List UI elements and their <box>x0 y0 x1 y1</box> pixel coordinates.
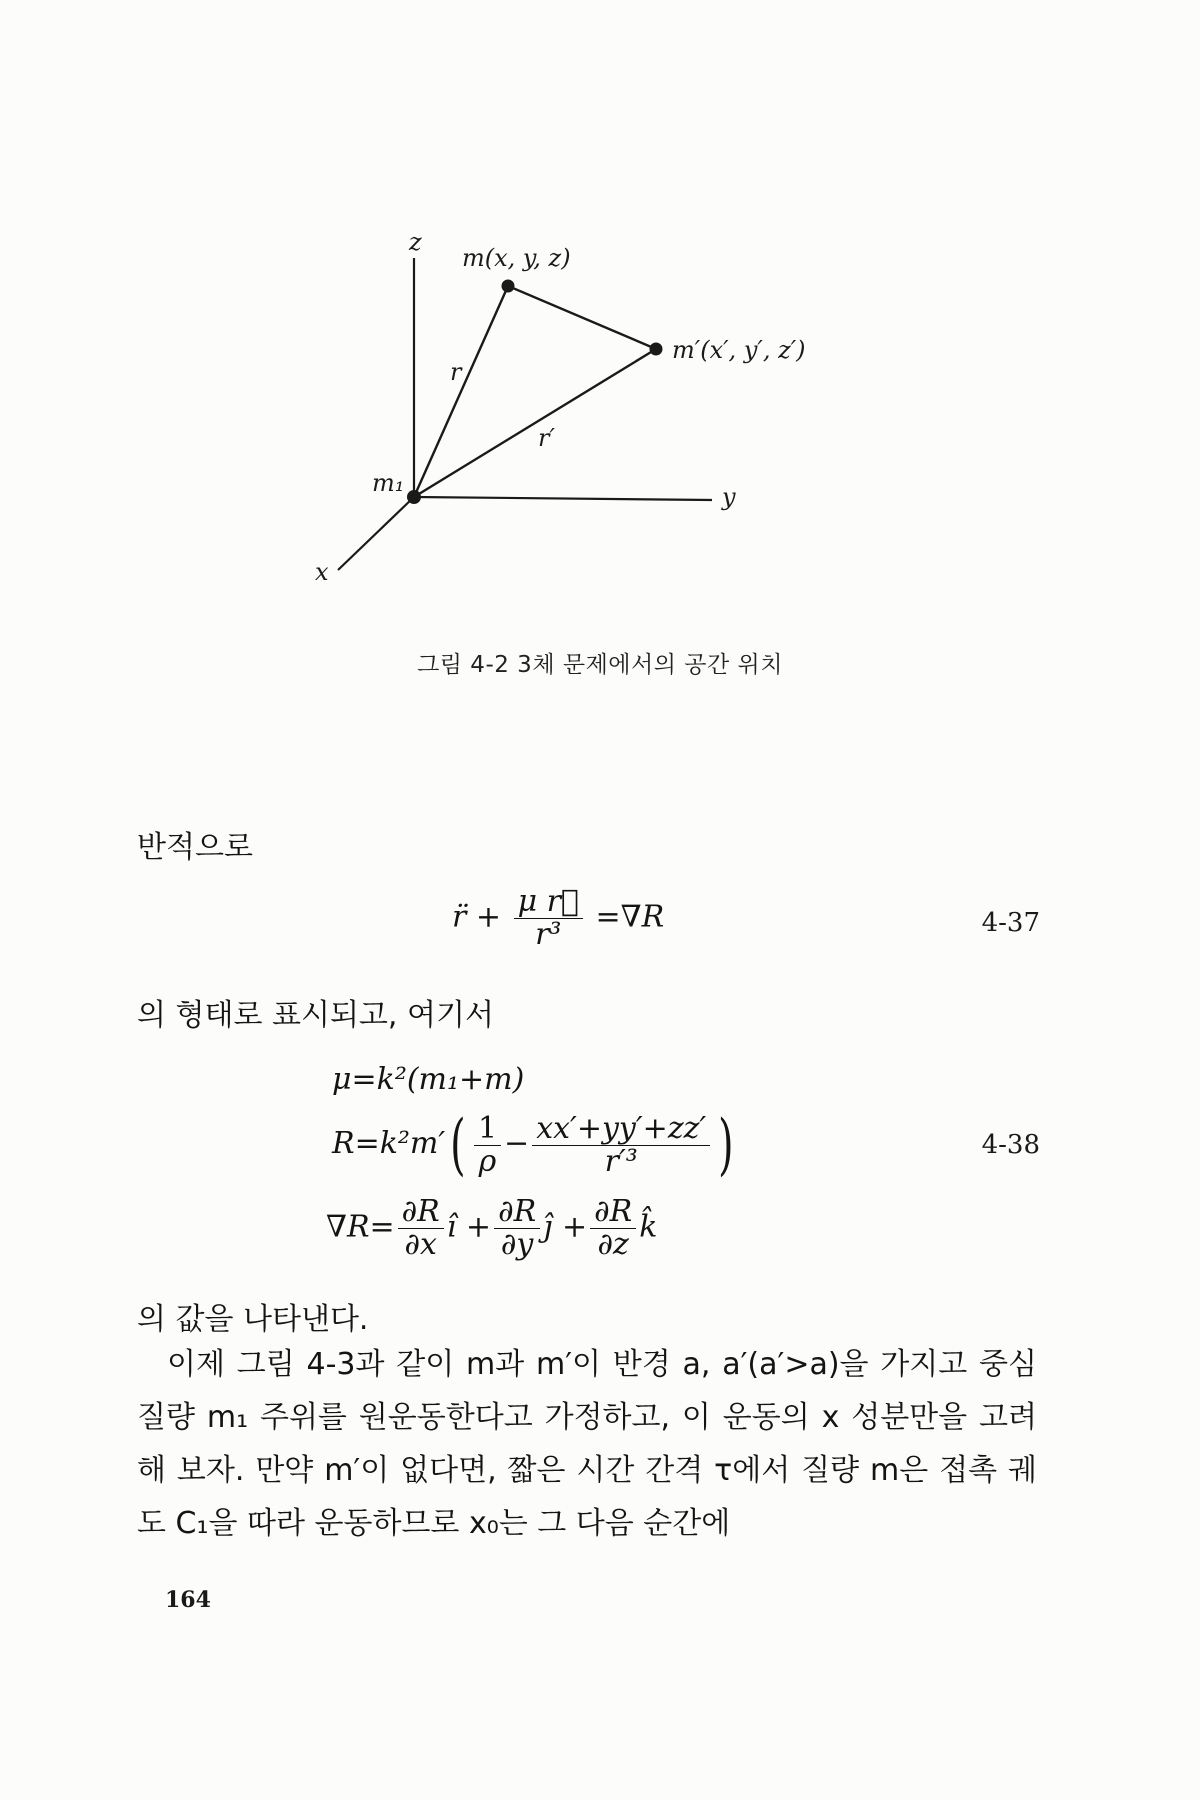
body-line-3: 의 값을 나타낸다. <box>137 1302 369 1337</box>
eq-R-frac2 <box>532 1110 710 1179</box>
origin-m1-label: m₁ <box>372 469 405 497</box>
page-number: 164 <box>165 1587 211 1613</box>
eq-grad-dy <box>494 1196 540 1261</box>
r-label: r <box>450 358 462 386</box>
eq-grad-dz-den: ∂z <box>597 1227 629 1262</box>
body-paragraph <box>137 1338 1037 1550</box>
m-point <box>502 280 515 293</box>
equation-4-37 <box>452 886 664 951</box>
eq-grad-i: î + <box>446 1209 492 1245</box>
x-axis-line <box>338 497 414 570</box>
body-paragraph-text: 이제 그림 4-3과 같이 m과 m′이 반경 a, a′(a′>a)을 가지고 중심 질량 m₁ 주위를 원운동한다고 가정하고, 이 운동의 x 성분만을 고려해 보자. 만약 m′이 없다면, 짧은 시간 간격 τ에서 질량 m은 접촉 궤도 C₁을 따라 운동하므로 x₀는 그 다음 순간에 <box>137 1347 1037 1541</box>
y-axis-label: y <box>722 483 736 511</box>
three-body-diagram <box>0 0 1200 640</box>
eq-grad-dy-den: ∂y <box>500 1227 534 1262</box>
eq-4-37-rhs: =∇R <box>595 899 665 935</box>
eq-R-frac1-den: ρ <box>478 1143 497 1179</box>
eq-R-lhs: R=k²m′ <box>332 1126 446 1161</box>
eq-grad-dx-num: ∂R <box>398 1196 444 1229</box>
r-prime-label: r′ <box>538 424 555 452</box>
eq-4-37-fraction <box>514 886 583 951</box>
eq-4-37-denominator: r³ <box>535 917 562 952</box>
z-axis-label: z <box>409 228 422 256</box>
figure-caption: 그림 4-2 3체 문제에서의 공간 위치 <box>417 652 783 678</box>
eq-mu-text: μ=k²(m₁+m) <box>332 1062 525 1097</box>
body-line-2: 의 형태로 표시되고, 여기서 <box>137 998 494 1033</box>
eq-grad-dz-num: ∂R <box>590 1196 636 1229</box>
point-m-label: m(x, y, z) <box>462 244 571 272</box>
eq-grad-dx <box>398 1196 444 1261</box>
eq-R-open-paren: ( <box>450 1106 466 1183</box>
m-prime-point <box>650 343 663 356</box>
eq-4-37-numerator: μ r⃗ <box>514 886 583 919</box>
equation-grad-R <box>326 1196 657 1261</box>
y-axis-line <box>414 497 712 500</box>
eq-R-close-paren: ) <box>718 1106 734 1183</box>
eq-grad-dz <box>590 1196 636 1261</box>
eq-grad-lhs: ∇R= <box>326 1209 395 1245</box>
eq-number-4-37: 4-37 <box>981 908 1040 938</box>
eq-grad-dy-num: ∂R <box>494 1196 540 1229</box>
eq-number-4-38: 4-38 <box>981 1130 1040 1160</box>
eq-R-frac1-num: 1 <box>474 1113 501 1146</box>
r-vector-line <box>414 286 508 497</box>
m-to-m-prime-line <box>508 286 656 349</box>
equation-R <box>332 1106 739 1183</box>
eq-R-minus: − <box>504 1126 530 1161</box>
eq-R-frac1 <box>474 1110 501 1179</box>
eq-R-frac2-den: r′³ <box>604 1143 638 1179</box>
point-m-prime-label: m′(x′, y′, z′) <box>672 336 806 364</box>
eq-4-37-lhs: r̈ + <box>452 899 502 935</box>
eq-grad-dx-den: ∂x <box>404 1227 437 1262</box>
eq-R-frac2-num: xx′+yy′+zz′ <box>532 1113 710 1146</box>
eq-grad-j: ĵ + <box>543 1209 588 1245</box>
body-line-1: 반적으로 <box>137 830 253 865</box>
eq-grad-k: k̂ <box>639 1209 658 1245</box>
x-axis-label: x <box>315 558 329 586</box>
m1-point <box>407 490 421 504</box>
equation-mu <box>332 1062 524 1097</box>
